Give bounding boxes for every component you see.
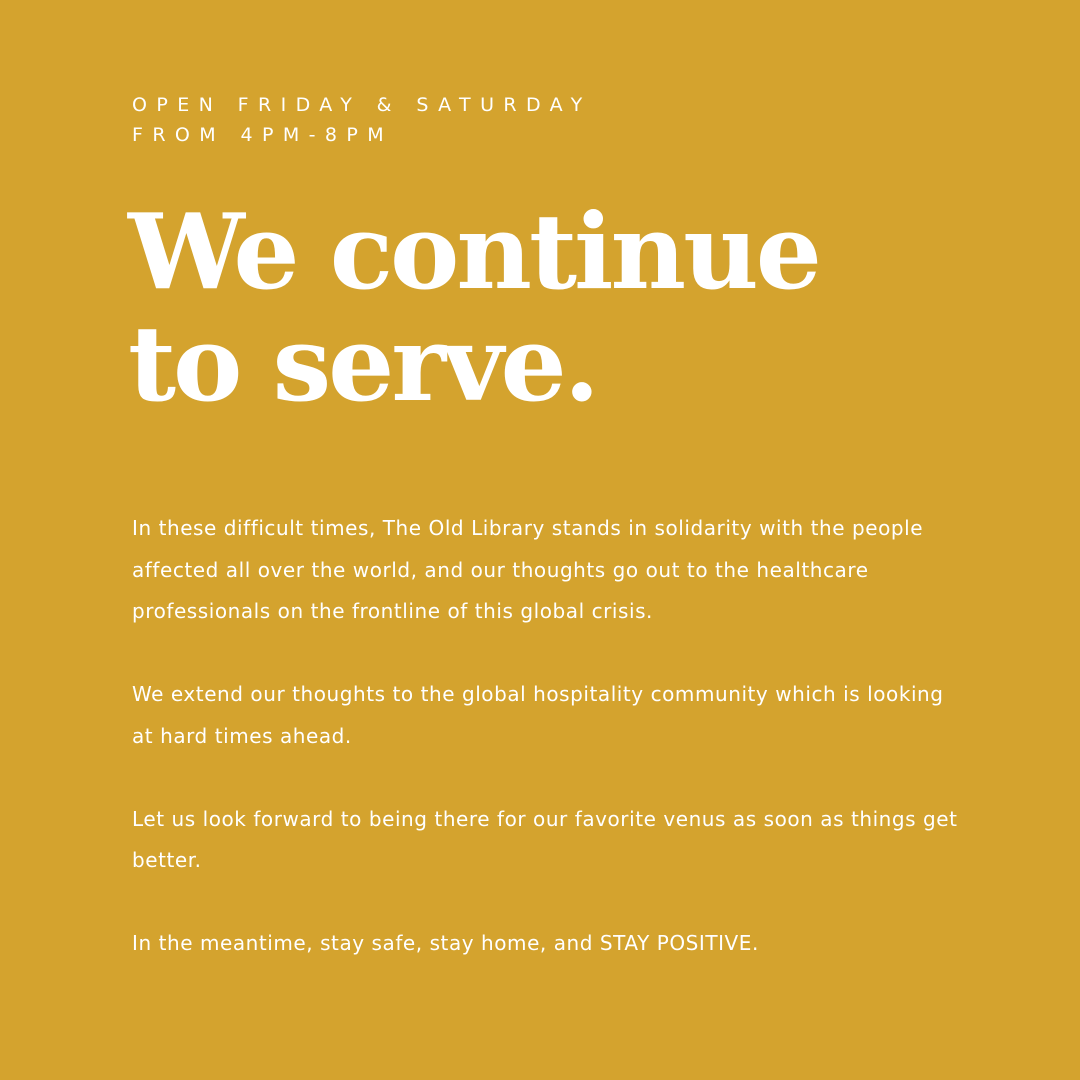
message-body: [132, 508, 962, 965]
headline-line-1: We continue: [128, 190, 819, 313]
paragraph-hospitality: We extend our thoughts to the global hospitality community which is looking at hard times ahead.: [132, 682, 944, 748]
opening-days: OPEN FRIDAY & SATURDAY: [132, 94, 592, 116]
paragraph-look-forward: Let us look forward to being there for our favorite venus as soon as things get better.: [132, 806, 958, 872]
headline: [128, 190, 819, 425]
opening-hours: [132, 90, 592, 150]
opening-times: FROM 4PM-8PM: [132, 124, 394, 146]
paragraph-stay-positive: In the meantime, stay safe, stay home, and STAY POSITIVE.: [132, 931, 759, 955]
headline-line-2: to serve.: [128, 302, 597, 425]
paragraph-solidarity: In these difficult times, The Old Library stands in solidarity with the people affected all over the world, and our thoughts go out to the healthcare professionals on the frontline of this global crisis.: [132, 516, 924, 623]
